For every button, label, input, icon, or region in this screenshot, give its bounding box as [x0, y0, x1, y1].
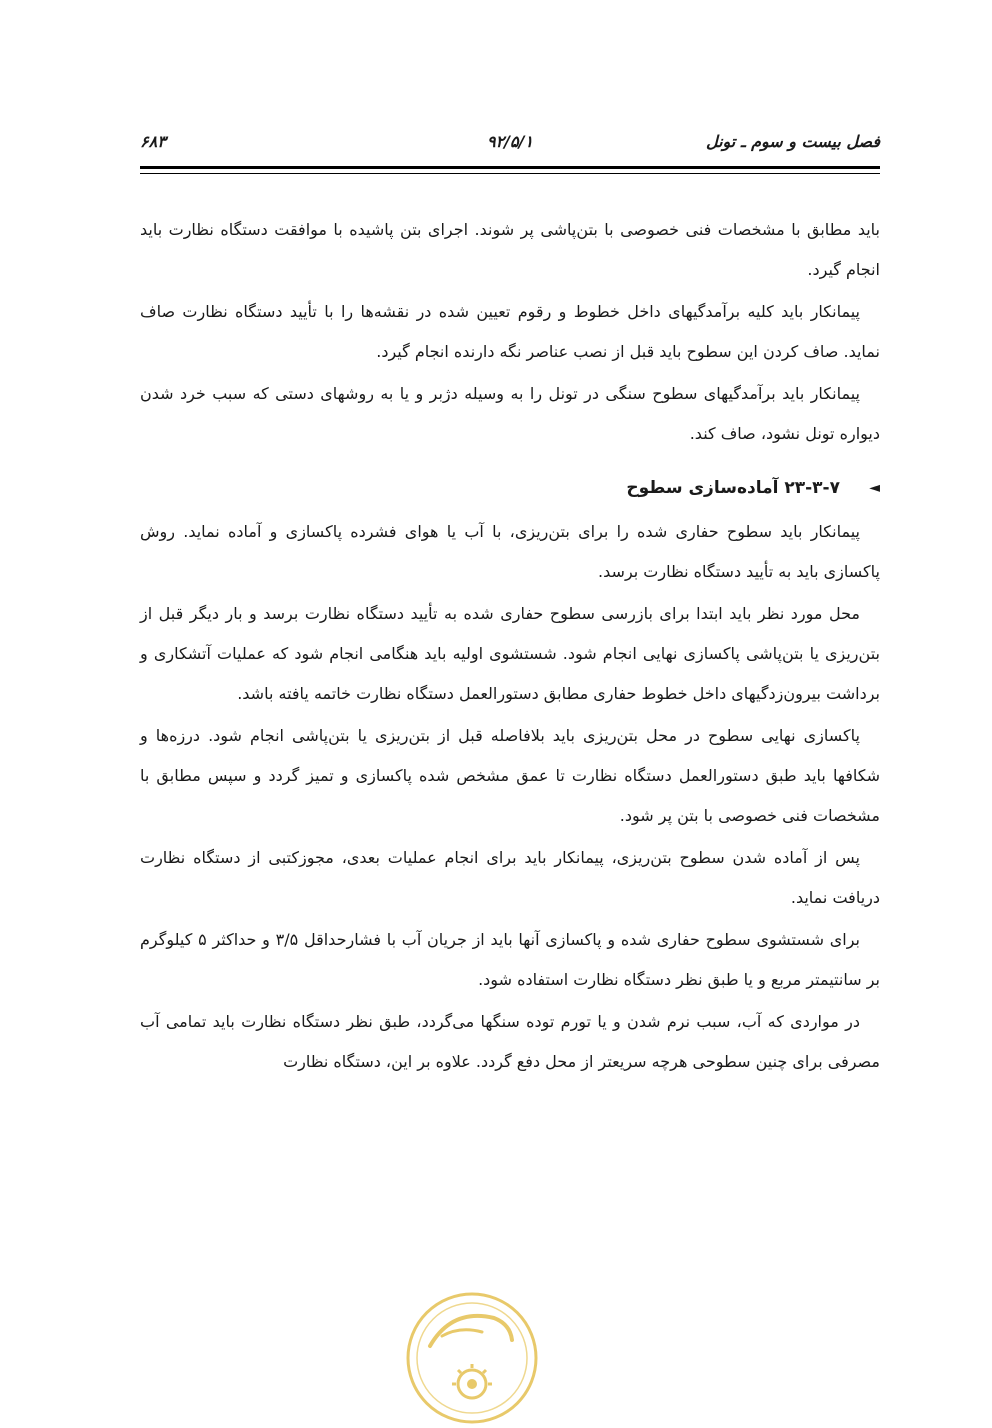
paragraph: پیمانکار باید سطوح حفاری شده را برای بتن‌ریزی، با آب یا هوای فشرده پاکسازی و آماده نماید. روش پاکسازی باید به تأیید دستگاه نظارت برسد.	[140, 522, 880, 581]
page-header	[140, 128, 880, 158]
section-heading	[140, 468, 880, 508]
paragraph: محل مورد نظر باید ابتدا برای بازرسی سطوح حفاری شده به تأیید دستگاه نظارت برسد و بار دیگر قبل از بتن‌ریزی یا بتن‌پاشی پاکسازی نهایی انجام شود. شستشوی اولیه باید هنگامی انجام شود که عملیات آتشکاری و برداشت بیرون‌زدگیهای داخل خطوط حفاری مطابق دستورالعمل دستگاه نظارت خاتمه یافته باشد.	[140, 604, 880, 703]
section-number: ۲۳-۳-۷	[784, 478, 840, 498]
paragraph: باید مطابق با مشخصات فنی خصوصی با بتن‌پاشی پر شوند. اجرای بتن پاشیده با موافقت دستگاه نظارت باید انجام گیرد.	[140, 220, 880, 279]
page-body	[140, 210, 880, 1084]
header-date: ۹۲/۵/۱	[486, 132, 534, 151]
bullet-arrow-icon: ◄	[869, 480, 880, 496]
paragraph: پس از آماده شدن سطوح بتن‌ریزی، پیمانکار باید برای انجام عملیات بعدی، مجوزکتبی از دستگاه نظارت دریافت نماید.	[140, 848, 880, 907]
header-rule-thin	[140, 173, 880, 174]
paragraph: برای شستشوی سطوح حفاری شده و پاکسازی آنها باید از جریان آب با فشارحداقل ۳/۵ و حداکثر ۵ کیلوگرم بر سانتیمتر مربع و یا طبق نظر دستگاه نظارت استفاده شود.	[140, 930, 880, 989]
header-rule-thick	[140, 166, 880, 169]
paragraph: در مواردی که آب، سبب نرم شدن و یا تورم توده سنگها می‌گردد، طبق نظر دستگاه نظارت باید تمامی آب مصرفی برای چنین سطوحی هرچه سریعتر از محل دفع گردد. علاوه بر این، دستگاه نظارت	[140, 1012, 880, 1071]
organization-seal-icon	[402, 1288, 542, 1428]
page-number: ۶۸۳	[140, 132, 166, 151]
paragraph: پیمانکار باید برآمدگیهای سطوح سنگی در تونل را به وسیله دژبر و یا به روشهای دستی که سبب خرد شدن دیواره تونل نشود، صاف کند.	[140, 384, 880, 443]
paragraph: پیمانکار باید کلیه برآمدگیهای داخل خطوط و رقوم تعیین شده در نقشه‌ها را با تأیید دستگاه نظارت صاف نماید. صاف کردن این سطوح باید قبل از نصب عناصر نگه دارنده انجام گیرد.	[140, 302, 880, 361]
chapter-title: فصل بیست و سوم ـ تونل	[705, 132, 880, 151]
section-title: آماده‌سازی سطوح	[626, 478, 779, 498]
paragraph: پاکسازی نهایی سطوح در محل بتن‌ریزی باید بلافاصله قبل از بتن‌ریزی یا بتن‌پاشی انجام شود. درزه‌ها و شکافها باید طبق دستورالعمل دستگاه نظارت تا عمق مشخص شده پاکسازی و تمیز گردد و سپس مطابق با مشخصات فنی خصوصی با بتن پر شود.	[140, 726, 880, 825]
